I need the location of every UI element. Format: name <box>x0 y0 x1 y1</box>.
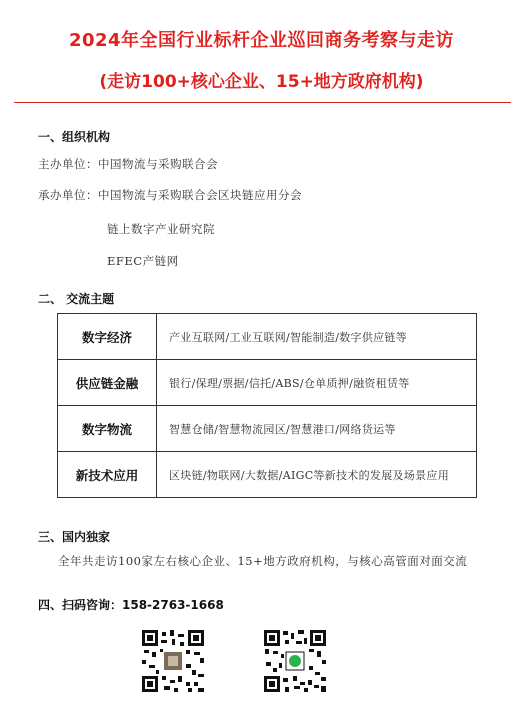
co-organizer-extra: EFEC产链网 <box>107 254 179 268</box>
topic-name: 供应链金融 <box>58 360 157 406</box>
page-title: 2024年全国行业标杆企业巡回商务考察与走访 <box>68 30 455 51</box>
table-row <box>58 406 477 452</box>
host-organizer-line: 主办单位：中国物流与采购联合会 <box>38 157 218 171</box>
exclusive-text: 全年共走访100家左右核心企业、15+地方政府机构，与核心高管面对面交流 <box>58 554 468 568</box>
qr-code-icon[interactable] <box>142 630 204 692</box>
table-row <box>58 314 477 360</box>
topic-name: 数字经济 <box>58 314 157 360</box>
topic-detail: 产业互联网/工业互联网/智能制造/数字供应链等 <box>157 314 477 360</box>
topic-name: 数字物流 <box>58 406 157 452</box>
section-heading-topics: 二、 交流主题 <box>38 292 115 306</box>
header-divider <box>14 102 511 103</box>
qr-code-icon[interactable] <box>264 630 326 692</box>
topic-detail: 区块链/物联网/大数据/AIGC等新技术的发展及场景应用 <box>157 452 477 498</box>
topics-table <box>57 313 477 498</box>
topic-detail: 银行/保理/票据/信托/ABS/仓单质押/融资租赁等 <box>157 360 477 406</box>
section-heading-contact: 四、扫码咨询：158-2763-1668 <box>38 598 224 612</box>
table-row <box>58 360 477 406</box>
co-organizer-line: 承办单位：中国物流与采购联合会区块链应用分会 <box>38 188 302 202</box>
section-heading-organization: 一、组织机构 <box>38 130 111 144</box>
topic-name: 新技术应用 <box>58 452 157 498</box>
topic-detail: 智慧仓储/智慧物流园区/智慧港口/网络货运等 <box>157 406 477 452</box>
co-organizer-extra: 链上数字产业研究院 <box>107 222 215 236</box>
page-subtitle: (走访100+核心企业、15+地方政府机构) <box>99 72 424 92</box>
section-heading-exclusive: 三、国内独家 <box>38 530 111 544</box>
table-row <box>58 452 477 498</box>
